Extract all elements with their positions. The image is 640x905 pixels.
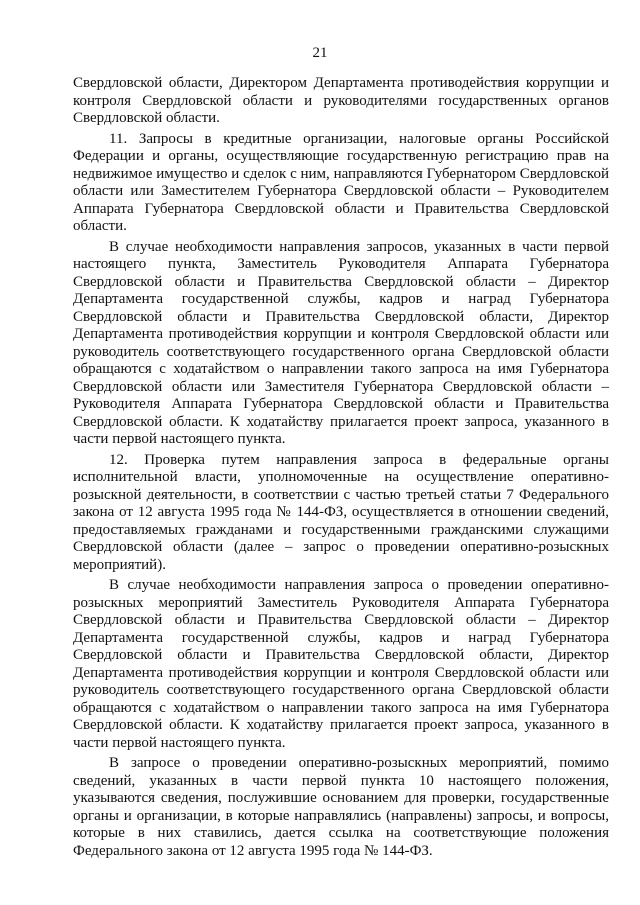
paragraph-item-11-part-2: В случае необходимости направления запросов, указанных в части первой настоящего пункта, Заместитель Руководителя Аппарата Губернатора Свердловской области и Правительства Свердловской области – Директор Департамента государственной службы, кадров и наград Губернатора Свердловской области и Правительства Свердловской области, Директор Департамента противодействия коррупции и контроля Свердловской области или руководитель соответствующего государственного органа Свердловской области обращаются с ходатайством о направлении такого запроса на имя Губернатора Свердловской области или Заместителя Губернатора Свердловской области – Руководителя Аппарата Губернатора Свердловской области и Правительства Свердловской области. К ходатайству прилагается проект запроса, указанного в части первой настоящего пункта. — [73, 238, 609, 447]
document-body — [73, 75, 609, 863]
paragraph-item-11: 11. Запросы в кредитные организации, налоговые органы Российской Федерации и органы, осуществляющие государственную регистрацию прав на недвижимое имущество и сделок с ним, направляются Губернатором Свердловской области или Заместителем Губернатора Свердловской области – Руководителем Аппарата Губернатора Свердловской области и Правительства Свердловской области. — [73, 130, 609, 234]
paragraph-item-12-part-2: В случае необходимости направления запроса о проведении оперативно-розыскных мероприятий Заместитель Руководителя Аппарата Губернатора Свердловской области и Правительства Свердловской области – Директор Департамента государственной службы, кадров и наград Губернатора Свердловской области и Правительства Свердловской области, Директор Департамента противодействия коррупции и контроля Свердловской области или руководитель соответствующего государственного органа Свердловской области обращаются с ходатайством о направлении такого запроса на имя Губернатора Свердловской области. К ходатайству прилагается проект запроса, указанного в части первой настоящего пункта. — [73, 577, 609, 751]
paragraph-item-12-part-3: В запросе о проведении оперативно-розыскных мероприятий, помимо сведений, указанных в части первой пункта 10 настоящего положения, указываются сведения, послужившие основанием для проверки, государственные органы и организации, в которые направлялись (направлены) запросы, и вопросы, которые в них ставились, дается ссылка на соответствующие положения Федерального закона от 12 августа 1995 года № 144-ФЗ. — [73, 755, 609, 859]
page-number: 21 — [312, 45, 328, 61]
paragraph-item-12: 12. Проверка путем направления запроса в федеральные органы исполнительной власти, уполномоченные на осуществление оперативно-розыскной деятельности, в соответствии с частью третьей статьи 7 Федерального закона от 12 августа 1995 года № 144-ФЗ, осуществляется в отношении сведений, предоставляемых гражданами и государственными гражданскими служащими Свердловской области (далее – запрос о проведении оперативно-розыскных мероприятий). — [73, 451, 609, 573]
paragraph-continuation: Свердловской области, Директором Департамента противодействия коррупции и контроля Свердловской области и руководителями государственных органов Свердловской области. — [73, 75, 609, 126]
